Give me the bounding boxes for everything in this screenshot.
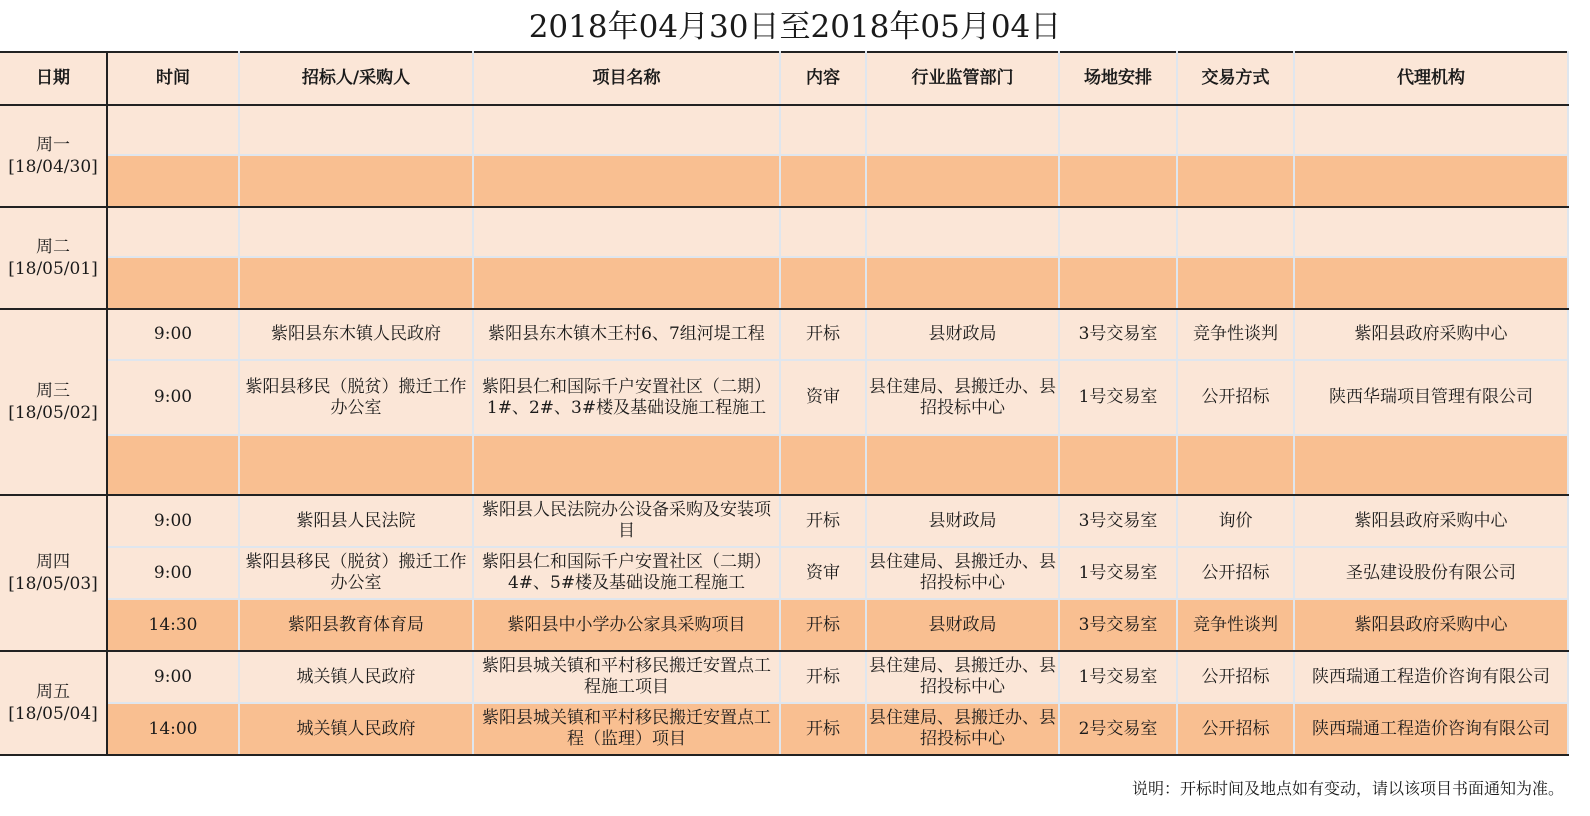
header-venue: 场地安排: [1059, 52, 1177, 105]
cell-supervisor: [866, 435, 1059, 495]
table-row: [0, 599, 1568, 651]
cell-method: [1177, 105, 1294, 155]
cell-time: 9:00: [107, 360, 239, 435]
cell-supervisor: [866, 155, 1059, 207]
cell-project: [473, 257, 780, 309]
date-label: [18/04/30]: [8, 157, 98, 177]
cell-tenderer: 紫阳县东木镇人民政府: [239, 309, 473, 360]
date-label: [18/05/03]: [8, 574, 98, 594]
cell-venue: [1059, 155, 1177, 207]
cell-time: [107, 105, 239, 155]
cell-venue: 3号交易室: [1059, 309, 1177, 360]
cell-content: [780, 257, 866, 309]
cell-supervisor: 县住建局、县搬迁办、县招投标中心: [866, 703, 1059, 755]
cell-method: [1177, 435, 1294, 495]
cell-content: 开标: [780, 599, 866, 651]
table-row: [0, 309, 1568, 360]
header-project: 项目名称: [473, 52, 780, 105]
cell-venue: 3号交易室: [1059, 599, 1177, 651]
cell-time: [107, 257, 239, 309]
cell-content: [780, 207, 866, 257]
header-method: 交易方式: [1177, 52, 1294, 105]
table-row: [0, 105, 1568, 155]
cell-venue: [1059, 207, 1177, 257]
cell-agency: [1294, 155, 1568, 207]
schedule-table: [0, 51, 1569, 756]
header-time: 时间: [107, 52, 239, 105]
cell-agency: [1294, 105, 1568, 155]
cell-project: [473, 105, 780, 155]
cell-agency: 陕西瑞通工程造价咨询有限公司: [1294, 703, 1568, 755]
cell-agency: 紫阳县政府采购中心: [1294, 599, 1568, 651]
cell-content: 资审: [780, 360, 866, 435]
cell-content: [780, 105, 866, 155]
cell-project: [473, 207, 780, 257]
cell-content: [780, 435, 866, 495]
cell-method: [1177, 155, 1294, 207]
cell-venue: [1059, 257, 1177, 309]
table-row: [0, 257, 1568, 309]
weekday-label: 周五: [36, 682, 70, 702]
cell-agency: 陕西华瑞项目管理有限公司: [1294, 360, 1568, 435]
cell-content: 开标: [780, 703, 866, 755]
cell-agency: [1294, 257, 1568, 309]
cell-tenderer: [239, 105, 473, 155]
cell-content: 资审: [780, 547, 866, 599]
cell-method: 竞争性谈判: [1177, 599, 1294, 651]
cell-project: [473, 155, 780, 207]
cell-method: [1177, 257, 1294, 309]
table-row: [0, 651, 1568, 703]
cell-content: 开标: [780, 651, 866, 703]
cell-method: 公开招标: [1177, 703, 1294, 755]
cell-method: 公开招标: [1177, 547, 1294, 599]
weekday-label: 周一: [36, 135, 70, 155]
cell-time: 9:00: [107, 309, 239, 360]
cell-time: 9:00: [107, 547, 239, 599]
cell-agency: 陕西瑞通工程造价咨询有限公司: [1294, 651, 1568, 703]
date-cell: [0, 495, 107, 651]
cell-time: [107, 435, 239, 495]
header-supervisor: 行业监管部门: [866, 52, 1059, 105]
cell-project: 紫阳县人民法院办公设备采购及安装项目: [473, 495, 780, 547]
cell-tenderer: 紫阳县人民法院: [239, 495, 473, 547]
cell-project: 紫阳县仁和国际千户安置社区（二期）4#、5#楼及基础设施工程施工: [473, 547, 780, 599]
cell-time: 14:00: [107, 703, 239, 755]
cell-method: 竞争性谈判: [1177, 309, 1294, 360]
cell-method: [1177, 207, 1294, 257]
cell-time: 9:00: [107, 651, 239, 703]
cell-supervisor: 县财政局: [866, 495, 1059, 547]
cell-project: [473, 435, 780, 495]
cell-method: 公开招标: [1177, 360, 1294, 435]
cell-agency: [1294, 435, 1568, 495]
cell-agency: 紫阳县政府采购中心: [1294, 309, 1568, 360]
weekday-label: 周三: [36, 381, 70, 401]
cell-project: 紫阳县城关镇和平村移民搬迁安置点工程施工项目: [473, 651, 780, 703]
table-row: [0, 435, 1568, 495]
cell-tenderer: [239, 257, 473, 309]
date-cell: [0, 651, 107, 755]
cell-project: 紫阳县东木镇木王村6、7组河堤工程: [473, 309, 780, 360]
cell-project: 紫阳县仁和国际千户安置社区（二期）1#、2#、3#楼及基础设施工程施工: [473, 360, 780, 435]
cell-supervisor: 县住建局、县搬迁办、县招投标中心: [866, 360, 1059, 435]
cell-tenderer: [239, 435, 473, 495]
cell-tenderer: 紫阳县移民（脱贫）搬迁工作办公室: [239, 547, 473, 599]
cell-tenderer: 城关镇人民政府: [239, 651, 473, 703]
cell-tenderer: [239, 155, 473, 207]
cell-venue: [1059, 435, 1177, 495]
header-agency: 代理机构: [1294, 52, 1568, 105]
table-row: [0, 703, 1568, 755]
cell-venue: 3号交易室: [1059, 495, 1177, 547]
cell-supervisor: [866, 207, 1059, 257]
date-label: [18/05/04]: [8, 704, 98, 724]
cell-supervisor: 县住建局、县搬迁办、县招投标中心: [866, 651, 1059, 703]
weekday-label: 周二: [36, 237, 70, 257]
header-date: 日期: [0, 52, 107, 105]
date-label: [18/05/02]: [8, 403, 98, 423]
table-row: [0, 360, 1568, 435]
cell-venue: 1号交易室: [1059, 360, 1177, 435]
cell-time: 14:30: [107, 599, 239, 651]
cell-time: [107, 207, 239, 257]
cell-tenderer: 紫阳县教育体育局: [239, 599, 473, 651]
cell-venue: 2号交易室: [1059, 703, 1177, 755]
header-row: [0, 52, 1568, 105]
cell-venue: 1号交易室: [1059, 651, 1177, 703]
cell-time: 9:00: [107, 495, 239, 547]
header-content: 内容: [780, 52, 866, 105]
cell-supervisor: [866, 105, 1059, 155]
table-row: [0, 495, 1568, 547]
date-label: [18/05/01]: [8, 259, 98, 279]
footnote: 说明：开标时间及地点如有变动，请以该项目书面通知为准。: [1131, 779, 1564, 798]
cell-method: 询价: [1177, 495, 1294, 547]
table-row: [0, 155, 1568, 207]
schedule-body: [0, 105, 1568, 755]
cell-tenderer: [239, 207, 473, 257]
cell-time: [107, 155, 239, 207]
cell-supervisor: 县住建局、县搬迁办、县招投标中心: [866, 547, 1059, 599]
cell-content: 开标: [780, 309, 866, 360]
cell-content: 开标: [780, 495, 866, 547]
cell-content: [780, 155, 866, 207]
page-title: 2018年04月30日至2018年05月04日: [528, 9, 1062, 45]
cell-supervisor: [866, 257, 1059, 309]
cell-tenderer: 紫阳县移民（脱贫）搬迁工作办公室: [239, 360, 473, 435]
header-tenderer: 招标人/采购人: [239, 52, 473, 105]
table-row: [0, 547, 1568, 599]
cell-agency: 紫阳县政府采购中心: [1294, 495, 1568, 547]
weekday-label: 周四: [36, 552, 70, 572]
date-cell: [0, 309, 107, 495]
cell-venue: 1号交易室: [1059, 547, 1177, 599]
date-cell: [0, 105, 107, 207]
cell-supervisor: 县财政局: [866, 309, 1059, 360]
date-cell: [0, 207, 107, 309]
cell-agency: 圣弘建设股份有限公司: [1294, 547, 1568, 599]
cell-agency: [1294, 207, 1568, 257]
cell-venue: [1059, 105, 1177, 155]
cell-project: 紫阳县中小学办公家具采购项目: [473, 599, 780, 651]
cell-project: 紫阳县城关镇和平村移民搬迁安置点工程（监理）项目: [473, 703, 780, 755]
cell-tenderer: 城关镇人民政府: [239, 703, 473, 755]
cell-supervisor: 县财政局: [866, 599, 1059, 651]
cell-method: 公开招标: [1177, 651, 1294, 703]
table-row: [0, 207, 1568, 257]
